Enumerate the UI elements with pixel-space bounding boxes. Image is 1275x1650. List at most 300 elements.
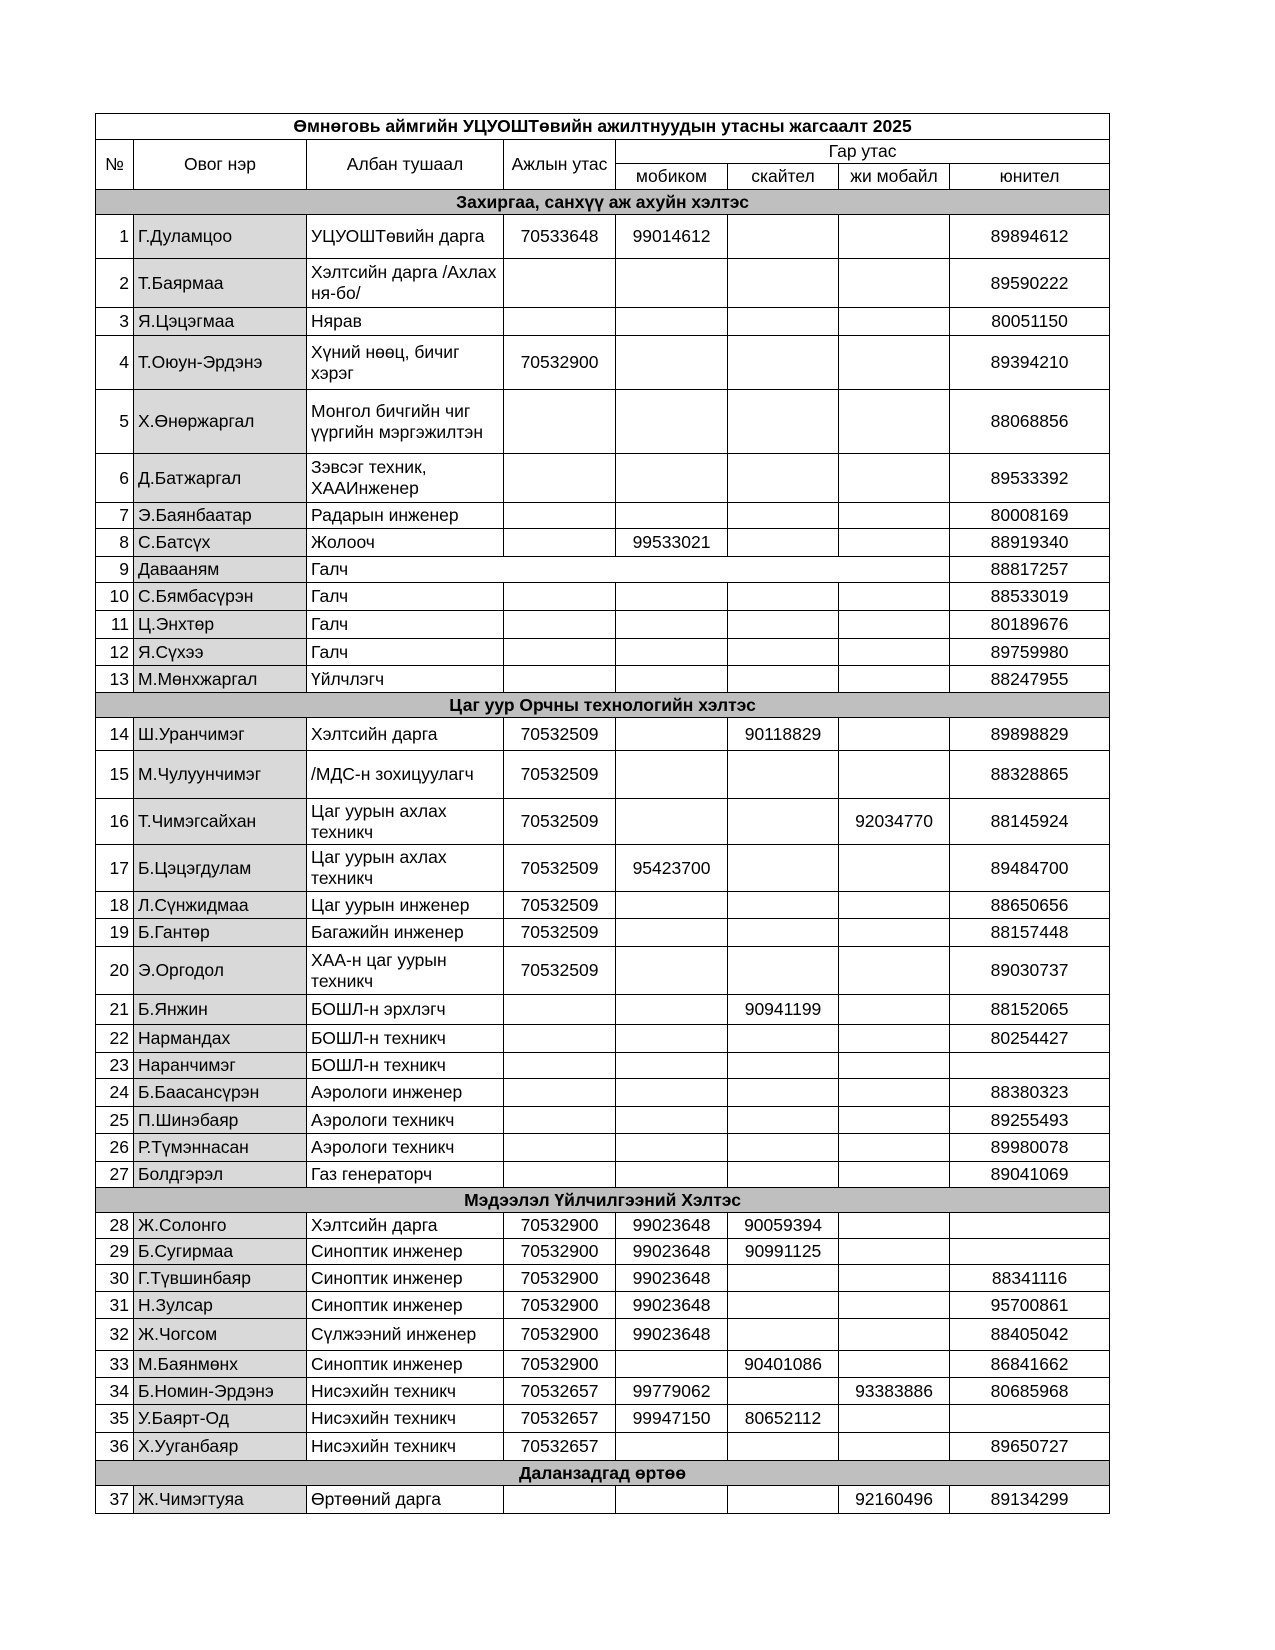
skytel-phone: 90991125 — [728, 1239, 839, 1265]
work-phone — [504, 1486, 616, 1514]
gmobile-phone — [839, 1239, 950, 1265]
unitel-phone: 88068856 — [950, 390, 1110, 454]
skytel-phone: 90059394 — [728, 1213, 839, 1239]
mobicom-phone — [616, 1351, 728, 1378]
header-no: № — [96, 140, 134, 190]
mobicom-phone: 99023648 — [616, 1292, 728, 1319]
gmobile-phone — [839, 1213, 950, 1239]
section-header-row — [96, 693, 1110, 718]
work-phone — [504, 390, 616, 454]
work-phone: 70532900 — [504, 1319, 616, 1351]
employee-position: Нисэхийн техникч — [307, 1433, 504, 1461]
gmobile-phone — [839, 1053, 950, 1079]
employee-position: Хэлтсийн дарга — [307, 1213, 504, 1239]
section-header-row — [96, 1188, 1110, 1213]
table-row — [96, 1079, 1110, 1107]
mobicom-phone — [616, 666, 728, 693]
employee-name: Д.Батжаргал — [134, 454, 307, 503]
mobicom-phone: 99023648 — [616, 1319, 728, 1351]
work-phone — [504, 1162, 616, 1188]
gmobile-phone — [839, 1162, 950, 1188]
header-gmobile: жи мобайл — [839, 164, 950, 190]
unitel-phone: 88533019 — [950, 583, 1110, 611]
skytel-phone — [728, 845, 839, 892]
row-number: 4 — [96, 336, 134, 390]
row-number: 6 — [96, 454, 134, 503]
table-row — [96, 529, 1110, 557]
unitel-phone: 89030737 — [950, 947, 1110, 995]
gmobile-phone — [839, 215, 950, 259]
gmobile-phone — [839, 1433, 950, 1461]
employee-position: Нярав — [307, 308, 504, 336]
employee-name: Э.Оргодол — [134, 947, 307, 995]
work-phone — [504, 583, 616, 611]
gmobile-phone — [839, 947, 950, 995]
skytel-phone — [728, 1378, 839, 1405]
gmobile-phone — [839, 666, 950, 693]
work-phone: 70532900 — [504, 1213, 616, 1239]
gmobile-phone — [839, 1319, 950, 1351]
gmobile-phone: 92034770 — [839, 799, 950, 845]
row-number: 12 — [96, 639, 134, 666]
mobicom-phone — [616, 390, 728, 454]
unitel-phone: 88247955 — [950, 666, 1110, 693]
gmobile-phone — [839, 583, 950, 611]
employee-position: Газ генераторч — [307, 1162, 504, 1188]
employee-position: Цаг уурын ахлах техникч — [307, 799, 504, 845]
work-phone — [504, 611, 616, 639]
skytel-phone — [728, 1162, 839, 1188]
row-number: 13 — [96, 666, 134, 693]
table-row — [96, 639, 1110, 666]
work-phone — [504, 1053, 616, 1079]
table-row — [96, 751, 1110, 799]
table-row — [96, 259, 1110, 308]
mobicom-phone: 99023648 — [616, 1265, 728, 1292]
row-number: 25 — [96, 1107, 134, 1134]
row-number: 24 — [96, 1079, 134, 1107]
row-number: 30 — [96, 1265, 134, 1292]
gmobile-phone — [839, 454, 950, 503]
row-number: 8 — [96, 529, 134, 557]
unitel-phone: 89533392 — [950, 454, 1110, 503]
employee-name: Б.Цэцэгдулам — [134, 845, 307, 892]
skytel-phone: 80652112 — [728, 1405, 839, 1433]
mobicom-phone — [616, 799, 728, 845]
row-number: 26 — [96, 1134, 134, 1162]
unitel-phone: 80051150 — [950, 308, 1110, 336]
gmobile-phone — [839, 611, 950, 639]
row-number: 18 — [96, 892, 134, 919]
employee-name: Л.Сүнжидмаа — [134, 892, 307, 919]
gmobile-phone — [839, 1265, 950, 1292]
employee-position: Зэвсэг техник, ХААИнженер — [307, 454, 504, 503]
skytel-phone — [728, 1292, 839, 1319]
header-skytel: скайтел — [728, 164, 839, 190]
employee-name: Я.Цэцэгмаа — [134, 308, 307, 336]
skytel-phone — [728, 1053, 839, 1079]
employee-position: Аэрологи техникч — [307, 1107, 504, 1134]
employee-name: М.Чулуунчимэг — [134, 751, 307, 799]
employee-position: Үйлчлэгч — [307, 666, 504, 693]
work-phone — [504, 259, 616, 308]
gmobile-phone — [839, 892, 950, 919]
employee-name: Ж.Солонго — [134, 1213, 307, 1239]
table-row — [96, 919, 1110, 947]
skytel-phone — [728, 308, 839, 336]
skytel-phone — [728, 611, 839, 639]
skytel-phone — [728, 583, 839, 611]
mobicom-phone — [616, 718, 728, 751]
employee-name: Я.Сүхээ — [134, 639, 307, 666]
unitel-phone: 88919340 — [950, 529, 1110, 557]
employee-name: Б.Сугирмаа — [134, 1239, 307, 1265]
table-row — [96, 1292, 1110, 1319]
mobicom-phone — [616, 611, 728, 639]
employee-position: Галч — [307, 583, 504, 611]
unitel-phone: 89650727 — [950, 1433, 1110, 1461]
unitel-phone — [950, 1213, 1110, 1239]
employee-position: Жолооч — [307, 529, 504, 557]
section-header-row — [96, 1461, 1110, 1486]
unitel-phone: 89255493 — [950, 1107, 1110, 1134]
skytel-phone — [728, 259, 839, 308]
header-unitel: юнител — [950, 164, 1110, 190]
row-number: 7 — [96, 503, 134, 529]
skytel-phone — [728, 799, 839, 845]
gmobile-phone — [839, 1025, 950, 1053]
mobicom-phone — [616, 639, 728, 666]
unitel-phone: 80008169 — [950, 503, 1110, 529]
skytel-phone — [728, 892, 839, 919]
table-row — [96, 1486, 1110, 1514]
table-row — [96, 557, 1110, 583]
section-title: Захиргаа, санхүү аж ахуйн хэлтэс — [96, 190, 1110, 215]
gmobile-phone — [839, 751, 950, 799]
employee-name: У.Баярт-Од — [134, 1405, 307, 1433]
unitel-phone: 88157448 — [950, 919, 1110, 947]
employee-position: Багажийн инженер — [307, 919, 504, 947]
employee-position: Синоптик инженер — [307, 1239, 504, 1265]
mobicom-phone — [616, 583, 728, 611]
skytel-phone — [728, 751, 839, 799]
gmobile-phone — [839, 1134, 950, 1162]
employee-name: Т.Баярмаа — [134, 259, 307, 308]
gmobile-phone — [839, 1107, 950, 1134]
unitel-phone: 88341116 — [950, 1265, 1110, 1292]
employee-name: М.Мөнхжаргал — [134, 666, 307, 693]
work-phone — [504, 1134, 616, 1162]
skytel-phone — [728, 947, 839, 995]
table-row — [96, 1107, 1110, 1134]
work-phone: 70533648 — [504, 215, 616, 259]
employee-position: БОШЛ-н техникч — [307, 1025, 504, 1053]
unitel-phone: 80254427 — [950, 1025, 1110, 1053]
work-phone: 70532657 — [504, 1433, 616, 1461]
employee-position: Монгол бичгийн чиг үүргийн мэргэжилтэн — [307, 390, 504, 454]
row-number: 35 — [96, 1405, 134, 1433]
section-title: Мэдээлэл Үйлчилгээний Хэлтэс — [96, 1188, 1110, 1213]
table-row — [96, 503, 1110, 529]
gmobile-phone — [839, 529, 950, 557]
row-number: 37 — [96, 1486, 134, 1514]
row-number: 21 — [96, 995, 134, 1025]
gmobile-phone — [839, 1292, 950, 1319]
table-row — [96, 454, 1110, 503]
work-phone — [504, 666, 616, 693]
skytel-phone — [728, 1319, 839, 1351]
skytel-phone — [728, 1433, 839, 1461]
employee-position: Галч — [307, 611, 504, 639]
skytel-phone — [728, 1107, 839, 1134]
gmobile-phone — [839, 308, 950, 336]
row-number: 36 — [96, 1433, 134, 1461]
row-number: 10 — [96, 583, 134, 611]
work-phone — [504, 639, 616, 666]
gmobile-phone — [839, 503, 950, 529]
table-row — [96, 1213, 1110, 1239]
employee-name: Ж.Чогсом — [134, 1319, 307, 1351]
employee-name: Р.Түмэннасан — [134, 1134, 307, 1162]
employee-name: Т.Чимэгсайхан — [134, 799, 307, 845]
row-number: 14 — [96, 718, 134, 751]
unitel-phone: 80189676 — [950, 611, 1110, 639]
employee-position: Хүний нөөц, бичиг хэрэг — [307, 336, 504, 390]
gmobile-phone — [839, 1405, 950, 1433]
mobicom-phone — [616, 919, 728, 947]
table-row — [96, 799, 1110, 845]
unitel-phone: 80685968 — [950, 1378, 1110, 1405]
unitel-phone: 89041069 — [950, 1162, 1110, 1188]
work-phone: 70532509 — [504, 799, 616, 845]
table-row — [96, 1162, 1110, 1188]
employee-position: БОШЛ-н техникч — [307, 1053, 504, 1079]
table-row — [96, 336, 1110, 390]
header-work-phone: Ажлын утас — [504, 140, 616, 190]
table-row — [96, 390, 1110, 454]
mobicom-phone — [616, 1025, 728, 1053]
work-phone — [504, 503, 616, 529]
skytel-phone — [728, 666, 839, 693]
work-phone — [504, 454, 616, 503]
gmobile-phone — [839, 1079, 950, 1107]
employee-name: Т.Оюун-Эрдэнэ — [134, 336, 307, 390]
table-row — [96, 995, 1110, 1025]
work-phone: 70532509 — [504, 919, 616, 947]
skytel-phone — [728, 1265, 839, 1292]
table-row — [96, 666, 1110, 693]
mobicom-phone — [616, 1433, 728, 1461]
phone-list-table — [95, 113, 1110, 1514]
mobicom-phone — [616, 947, 728, 995]
employee-position: /МДС-н зохицуулагч — [307, 751, 504, 799]
unitel-phone: 89759980 — [950, 639, 1110, 666]
work-phone — [504, 529, 616, 557]
table-row — [96, 308, 1110, 336]
work-phone — [504, 1025, 616, 1053]
work-phone: 70532900 — [504, 336, 616, 390]
table-row — [96, 845, 1110, 892]
table-row — [96, 718, 1110, 751]
row-number: 15 — [96, 751, 134, 799]
table-row — [96, 947, 1110, 995]
mobicom-phone — [616, 1053, 728, 1079]
skytel-phone — [728, 529, 839, 557]
gmobile-phone — [839, 995, 950, 1025]
row-number: 9 — [96, 557, 134, 583]
mobicom-phone — [616, 259, 728, 308]
row-number: 20 — [96, 947, 134, 995]
work-phone: 70532509 — [504, 892, 616, 919]
unitel-phone — [950, 1053, 1110, 1079]
table-row — [96, 1053, 1110, 1079]
unitel-phone: 88328865 — [950, 751, 1110, 799]
row-number: 28 — [96, 1213, 134, 1239]
employee-name: М.Баянмөнх — [134, 1351, 307, 1378]
gmobile-phone — [839, 336, 950, 390]
unitel-phone — [950, 1239, 1110, 1265]
work-phone — [504, 995, 616, 1025]
employee-position: Хэлтсийн дарга /Ахлах ня-бо/ — [307, 259, 504, 308]
unitel-phone: 89590222 — [950, 259, 1110, 308]
employee-name: П.Шинэбаяр — [134, 1107, 307, 1134]
employee-position: ХАА-н цаг уурын техникч — [307, 947, 504, 995]
work-phone: 70532900 — [504, 1265, 616, 1292]
skytel-phone — [728, 1486, 839, 1514]
mobicom-phone — [616, 308, 728, 336]
section-title: Цаг уур Орчны технологийн хэлтэс — [96, 693, 1110, 718]
work-phone: 70532509 — [504, 718, 616, 751]
unitel-phone: 89484700 — [950, 845, 1110, 892]
row-number: 34 — [96, 1378, 134, 1405]
row-number: 23 — [96, 1053, 134, 1079]
employee-name: С.Бямбасүрэн — [134, 583, 307, 611]
table-row — [96, 1319, 1110, 1351]
gmobile-phone — [839, 390, 950, 454]
employee-position: Цаг уурын ахлах техникч — [307, 845, 504, 892]
header-position: Албан тушаал — [307, 140, 504, 190]
work-phone: 70532509 — [504, 947, 616, 995]
header-name: Овог нэр — [134, 140, 307, 190]
row-number: 16 — [96, 799, 134, 845]
header-mobile-group: Гар утас — [616, 140, 1110, 164]
row-number: 1 — [96, 215, 134, 259]
employee-name: Давааням — [134, 557, 307, 583]
table-row — [96, 1351, 1110, 1378]
mobicom-phone: 99779062 — [616, 1378, 728, 1405]
mobicom-phone — [616, 1107, 728, 1134]
table-row — [96, 215, 1110, 259]
gmobile-phone: 93383886 — [839, 1378, 950, 1405]
work-phone: 70532509 — [504, 751, 616, 799]
table-row — [96, 1134, 1110, 1162]
mobicom-phone — [616, 503, 728, 529]
gmobile-phone — [839, 259, 950, 308]
work-phone: 70532509 — [504, 845, 616, 892]
employee-name: Г.Түвшинбаяр — [134, 1265, 307, 1292]
mobicom-phone — [616, 995, 728, 1025]
employee-name: С.Батсүх — [134, 529, 307, 557]
row-number: 32 — [96, 1319, 134, 1351]
unitel-phone: 89394210 — [950, 336, 1110, 390]
table-row — [96, 611, 1110, 639]
work-phone — [504, 1079, 616, 1107]
employee-position: Нисэхийн техникч — [307, 1405, 504, 1433]
employee-name: Ж.Чимэгтуяа — [134, 1486, 307, 1514]
employee-name: Э.Баянбаатар — [134, 503, 307, 529]
employee-name: Х.Өнөржаргал — [134, 390, 307, 454]
employee-position: Галч — [307, 639, 504, 666]
employee-name: Х.Ууганбаяр — [134, 1433, 307, 1461]
skytel-phone — [728, 919, 839, 947]
row-number: 33 — [96, 1351, 134, 1378]
mobicom-phone — [616, 1134, 728, 1162]
skytel-phone — [728, 1134, 839, 1162]
skytel-phone — [728, 336, 839, 390]
employee-position: Синоптик инженер — [307, 1351, 504, 1378]
gmobile-phone — [839, 845, 950, 892]
skytel-phone: 90401086 — [728, 1351, 839, 1378]
unitel-phone: 88145924 — [950, 799, 1110, 845]
skytel-phone — [728, 390, 839, 454]
employee-position: УЦУОШТөвийн дарга — [307, 215, 504, 259]
mobicom-phone — [616, 1162, 728, 1188]
mobicom-phone: 99023648 — [616, 1239, 728, 1265]
row-number: 29 — [96, 1239, 134, 1265]
skytel-phone: 90118829 — [728, 718, 839, 751]
row-number: 19 — [96, 919, 134, 947]
table-row — [96, 892, 1110, 919]
table-row — [96, 1405, 1110, 1433]
row-number: 2 — [96, 259, 134, 308]
unitel-phone: 89894612 — [950, 215, 1110, 259]
mobicom-phone: 99947150 — [616, 1405, 728, 1433]
skytel-phone — [728, 503, 839, 529]
unitel-phone: 95700861 — [950, 1292, 1110, 1319]
employee-name: Наранчимэг — [134, 1053, 307, 1079]
mobicom-phone — [616, 454, 728, 503]
employee-position: Синоптик инженер — [307, 1265, 504, 1292]
skytel-phone — [728, 1025, 839, 1053]
work-phone — [504, 308, 616, 336]
document-title: Өмнөговь аймгийн УЦУОШТөвийн ажилтнуудын утасны жагсаалт 2025 — [96, 114, 1110, 140]
gmobile-phone: 92160496 — [839, 1486, 950, 1514]
unitel-phone: 88380323 — [950, 1079, 1110, 1107]
unitel-phone: 88817257 — [950, 557, 1110, 583]
skytel-phone: 90941199 — [728, 995, 839, 1025]
row-number: 17 — [96, 845, 134, 892]
unitel-phone: 88152065 — [950, 995, 1110, 1025]
mobicom-phone: 99533021 — [616, 529, 728, 557]
work-phone: 70532657 — [504, 1405, 616, 1433]
employee-position: БОШЛ-н эрхлэгч — [307, 995, 504, 1025]
mobicom-phone — [616, 1486, 728, 1514]
employee-position: Аэрологи техникч — [307, 1134, 504, 1162]
row-number: 22 — [96, 1025, 134, 1053]
mobicom-phone — [616, 892, 728, 919]
work-phone — [504, 1107, 616, 1134]
work-phone: 70532900 — [504, 1351, 616, 1378]
employee-position: Өртөөний дарга — [307, 1486, 504, 1514]
employee-position: Радарын инженер — [307, 503, 504, 529]
unitel-phone: 88405042 — [950, 1319, 1110, 1351]
employee-name: Б.Номин-Эрдэнэ — [134, 1378, 307, 1405]
work-phone: 70532900 — [504, 1292, 616, 1319]
table-row — [96, 1025, 1110, 1053]
gmobile-phone — [839, 718, 950, 751]
unitel-phone: 86841662 — [950, 1351, 1110, 1378]
row-number: 5 — [96, 390, 134, 454]
